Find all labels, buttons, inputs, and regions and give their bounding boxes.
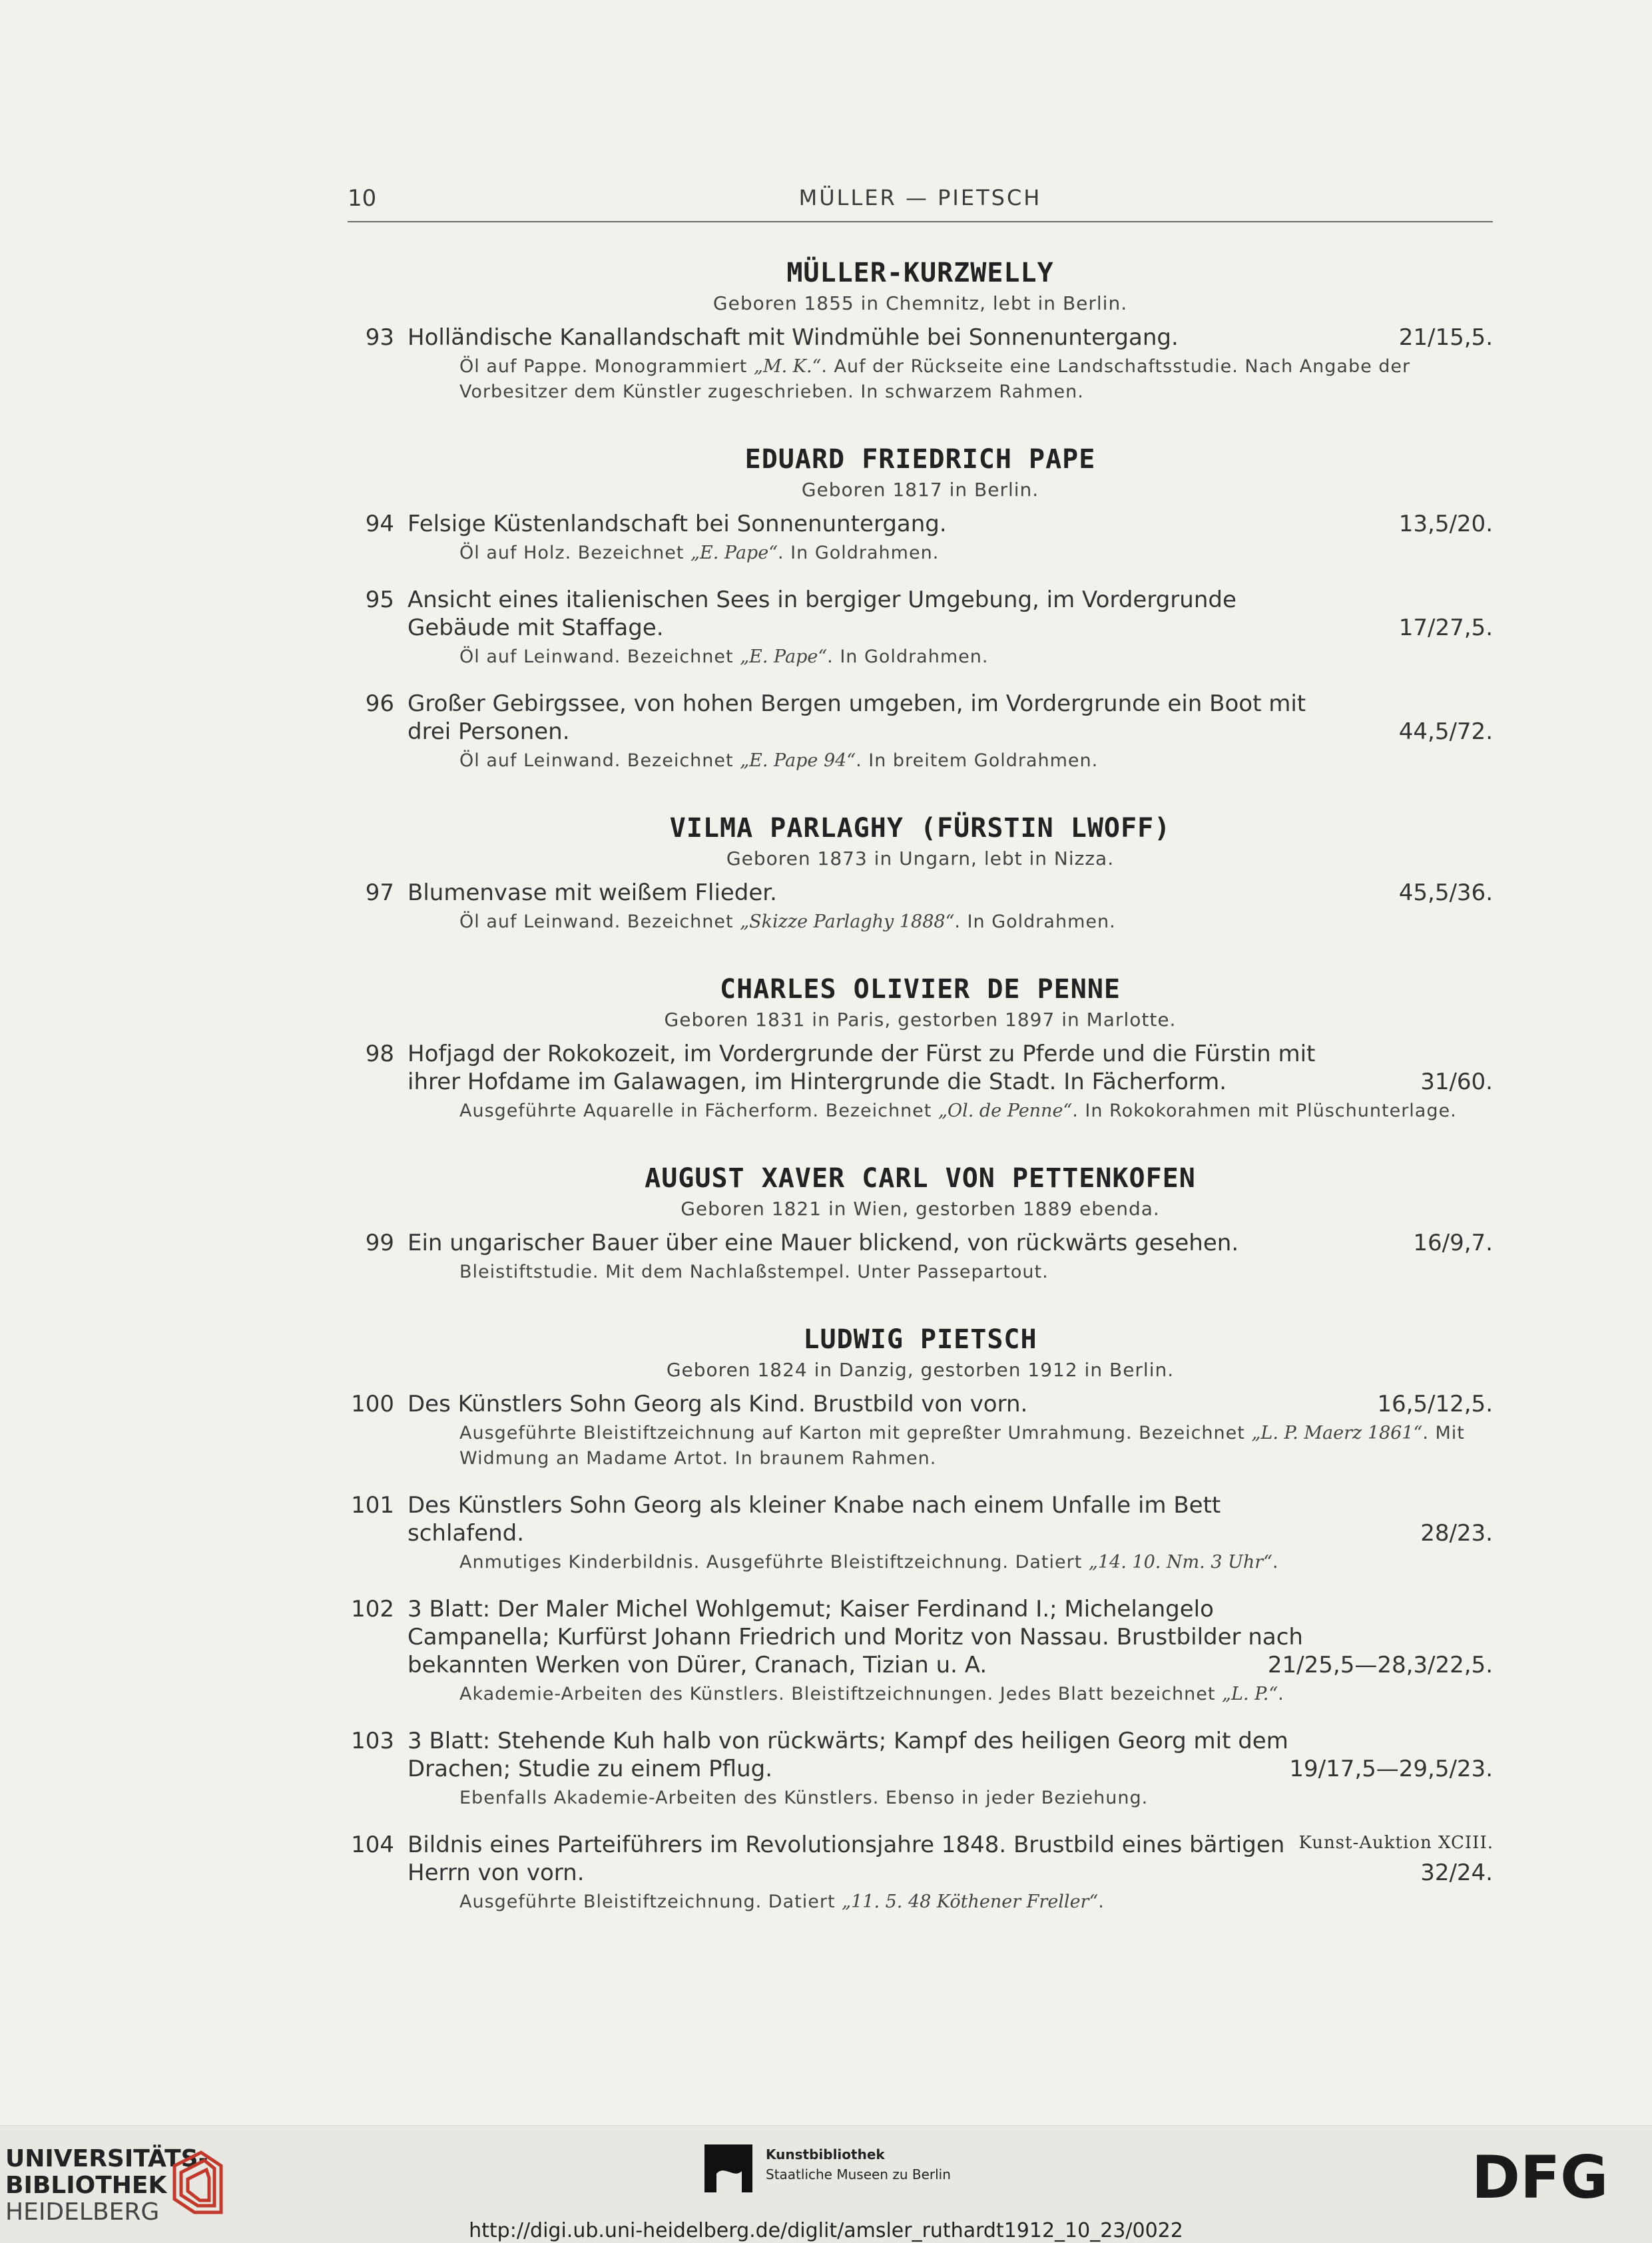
lot-title: 3 Blatt: Stehende Kuh halb von rückwärts; Kampf des heiligen Georg mit dem Drachen; Studie zu einem Pflug. [408, 1728, 1288, 1782]
lot-number: 93 [365, 324, 394, 351]
lot-dimensions: 17/27,5. [1390, 614, 1493, 642]
lot-dimensions: 45,5/36. [1390, 879, 1493, 907]
university-seal-icon [168, 2139, 228, 2219]
lot-title-line [348, 690, 1493, 746]
lot-dimensions: 21/25,5—28,3/22,5. [1258, 1651, 1493, 1679]
lot-note-text: Ausgeführte Bleistiftzeichnung auf Karton mit gepreßter Umrahmung. Bezeichnet [459, 1423, 1252, 1443]
lot-note-text: . In Goldrahmen. [827, 646, 989, 667]
lot-note [348, 541, 1493, 566]
page-number: 10 [348, 185, 377, 212]
lot-note-text: . In Goldrahmen. [954, 911, 1116, 932]
lot-title-line [348, 1040, 1493, 1096]
lot-note-text: . In breitem Goldrahmen. [856, 750, 1099, 771]
lot-inscription: „11. 5. 48 Köthener Freller“ [842, 1891, 1099, 1912]
artist-name: VILMA PARLAGHY (FÜRSTIN LWOFF) [669, 813, 1171, 844]
lot-note-text: . [1272, 1552, 1279, 1573]
artist-name: EDUARD FRIEDRICH PAPE [744, 444, 1096, 475]
lot-title: Bildnis eines Parteiführers im Revolutionsjahre 1848. Brustbild eines bärtigen Herrn von vorn. [408, 1832, 1285, 1886]
lot-number: 96 [365, 690, 394, 717]
catalog-footer: Kunst-Auktion XCIII. [1298, 1833, 1494, 1853]
lot-title: Des Künstlers Sohn Georg als kleiner Knabe nach einem Unfalle im Bett schlafend. [408, 1492, 1221, 1547]
lot-note-text: Ausgeführte Bleistiftzeichnung. Datiert [459, 1891, 842, 1912]
lot-dimensions: 31/60. [1411, 1068, 1493, 1096]
lot-note-text: Öl auf Leinwand. Bezeichnet [459, 646, 740, 667]
lot-note-text: . [1098, 1891, 1105, 1912]
lot-note [348, 909, 1493, 935]
lot-number: 103 [351, 1728, 394, 1754]
lot-title: Blumenvase mit weißem Flieder. [408, 879, 777, 906]
lot-number: 101 [351, 1492, 394, 1519]
lot-inscription: „M. K.“ [753, 356, 822, 377]
lot-inscription: „L. P. Maerz 1861“ [1251, 1423, 1423, 1443]
lot-inscription: „E. Pape“ [740, 646, 828, 667]
catalog-lot [348, 324, 1493, 405]
lot-note-text: Anmutiges Kinderbildnis. Ausgeführte Bleistiftzeichnung. Datiert [459, 1552, 1089, 1573]
lot-note-text: Ebenfalls Akademie-Arbeiten des Künstlers. Ebenso in jeder Beziehung. [459, 1788, 1149, 1808]
lot-note [348, 1682, 1493, 1707]
lot-title: 3 Blatt: Der Maler Michel Wohlgemut; Kaiser Ferdinand I.; Michelangelo Campanella; Kurfürst Johann Friedrich und Moritz von Nassau. Brustbilder nach bekannten Werken von Dürer, Cranach, Tizian u. A. [408, 1596, 1303, 1678]
lot-dimensions: 16,5/12,5. [1368, 1390, 1493, 1418]
lot-title: Felsige Küstenlandschaft bei Sonnenuntergang. [408, 511, 947, 537]
artist-heading [348, 256, 1493, 317]
lot-note-text: Öl auf Pappe. Monogrammiert [459, 356, 754, 377]
catalog-lot [348, 1595, 1493, 1707]
lot-note [348, 1260, 1493, 1285]
lot-note-text: Ausgeführte Aquarelle in Fächerform. Bezeichnet [459, 1101, 938, 1121]
kunstbibliothek-label[interactable]: Kunstbibliothek Staatliche Museen zu Berlin [766, 2146, 951, 2182]
lot-title-line [348, 510, 1493, 538]
lot-note-text: . Mit Widmung an Madame Artot. In braunem Rahmen. [459, 1423, 1465, 1469]
lot-number: 95 [365, 587, 394, 613]
lot-inscription: „E. Pape 94“ [740, 750, 856, 771]
catalog-lot [348, 586, 1493, 670]
dfg-logo-text: DFG [1472, 2150, 1609, 2203]
artist-bio: Geboren 1817 in Berlin. [801, 479, 1039, 501]
lot-note-text: Öl auf Leinwand. Bezeichnet [459, 911, 740, 932]
lot-inscription: „Ol. de Penne“ [938, 1101, 1073, 1121]
catalog-lot [348, 1390, 1493, 1471]
lot-number: 104 [351, 1832, 394, 1858]
lot-note [348, 1889, 1493, 1915]
lot-title: Des Künstlers Sohn Georg als Kind. Brustbild von vorn. [408, 1391, 1028, 1417]
catalog-lot [348, 510, 1493, 566]
lot-note [348, 644, 1493, 670]
lot-title-line [348, 1727, 1493, 1783]
lot-number: 99 [365, 1230, 394, 1256]
lot-note-text: . In Rokokorahmen mit Plüschunterlage. [1072, 1101, 1457, 1121]
catalog-lot [348, 1040, 1493, 1124]
catalog-lot [348, 1491, 1493, 1575]
lot-number: 100 [351, 1391, 394, 1417]
artist-bio: Geboren 1824 in Danzig, gestorben 1912 in Berlin. [666, 1359, 1175, 1381]
lot-inscription: „14. 10. Nm. 3 Uhr“ [1088, 1552, 1272, 1573]
lot-title-line [348, 1390, 1493, 1418]
page-url[interactable]: http://digi.ub.uni-heidelberg.de/diglit/amsler_ruthardt1912_10_23/0022 [469, 2219, 1183, 2242]
lot-title-line [348, 1229, 1493, 1257]
lot-dimensions: 19/17,5—29,5/23. [1280, 1755, 1493, 1783]
artist-bio: Geboren 1855 in Chemnitz, lebt in Berlin. [712, 292, 1128, 314]
artist-heading [348, 1322, 1493, 1383]
lot-number: 94 [365, 511, 394, 537]
running-title: MÜLLER — PIETSCH [798, 185, 1042, 210]
lot-title-line [348, 879, 1493, 907]
catalog-lot [348, 1229, 1493, 1285]
artist-bio: Geboren 1821 in Wien, gestorben 1889 ebenda. [681, 1198, 1160, 1220]
lot-title: Großer Gebirgssee, von hohen Bergen umgeben, im Vordergrunde ein Boot mit drei Personen. [408, 690, 1306, 745]
lot-title-line [348, 324, 1493, 352]
lot-dimensions: 32/24. [1411, 1859, 1493, 1887]
viewer-footer-bar [0, 2125, 1652, 2243]
artist-name: MÜLLER-KURZWELLY [786, 258, 1054, 288]
lot-number: 97 [365, 879, 394, 906]
lot-inscription: „E. Pape“ [690, 543, 778, 563]
catalog-lot [348, 1727, 1493, 1811]
lot-note-text: Öl auf Holz. Bezeichnet [459, 543, 691, 563]
catalog-content [348, 246, 1493, 1915]
artist-name: CHARLES OLIVIER DE PENNE [720, 974, 1121, 1005]
lot-dimensions: 44,5/72. [1390, 718, 1493, 746]
artist-bio: Geboren 1873 in Ungarn, lebt in Nizza. [726, 848, 1115, 870]
lot-note-text: . [1278, 1684, 1284, 1704]
lot-note-text: Akademie-Arbeiten des Künstlers. Bleistiftzeichnungen. Jedes Blatt bezeichnet [459, 1684, 1222, 1704]
artist-heading [348, 972, 1493, 1033]
lot-note [348, 1786, 1493, 1811]
lot-note-text: . In Goldrahmen. [778, 543, 940, 563]
lot-note-text: . Auf der Rückseite eine Landschaftsstudie. Nach Angabe der Vorbesitzer dem Künstler zugeschrieben. In schwarzem Rahmen. [459, 356, 1411, 402]
artist-heading [348, 442, 1493, 503]
artist-name: AUGUST XAVER CARL VON PETTENKOFEN [645, 1163, 1196, 1194]
university-library-logo[interactable]: UNIVERSITÄTS- BIBLIOTHEK HEIDELBERG [5, 2145, 208, 2226]
kunstbibliothek-logo-icon [704, 2144, 752, 2192]
lot-number: 102 [351, 1596, 394, 1622]
lot-title: Hofjagd der Rokokozeit, im Vordergrunde der Fürst zu Pferde und die Fürstin mit ihrer Hofdame im Galawagen, im Hintergrunde die Stadt. In Fächerform. [408, 1041, 1316, 1095]
lot-note [348, 354, 1493, 405]
lot-dimensions: 21/15,5. [1390, 324, 1493, 352]
lot-title: Ansicht eines italienischen Sees in bergiger Umgebung, im Vordergrunde Gebäude mit Staffage. [408, 587, 1237, 641]
lot-title: Holländische Kanallandschaft mit Windmühle bei Sonnenuntergang. [408, 324, 1179, 351]
artist-bio: Geboren 1831 in Paris, gestorben 1897 in Marlotte. [664, 1009, 1177, 1031]
dfg-logo[interactable] [1472, 2150, 1631, 2203]
lot-title: Ein ungarischer Bauer über eine Mauer blickend, von rückwärts gesehen. [408, 1230, 1239, 1256]
lot-title-line [348, 1595, 1493, 1679]
catalog-lot [348, 690, 1493, 774]
lot-note [348, 1550, 1493, 1575]
lot-note [348, 1099, 1493, 1124]
lot-dimensions: 16/9,7. [1404, 1229, 1493, 1257]
artist-heading [348, 1161, 1493, 1222]
running-head [348, 181, 1493, 222]
lot-inscription: „Skizze Parlaghy 1888“ [740, 911, 955, 932]
lot-note [348, 748, 1493, 774]
lot-dimensions: 28/23. [1411, 1519, 1493, 1547]
lot-note-text: Bleistiftstudie. Mit dem Nachlaßstempel. Unter Passepartout. [459, 1262, 1049, 1282]
lot-title-line [348, 586, 1493, 642]
lot-inscription: „L. P.“ [1222, 1684, 1278, 1704]
lot-dimensions: 13,5/20. [1390, 510, 1493, 538]
lot-note-text: Öl auf Leinwand. Bezeichnet [459, 750, 740, 771]
lot-number: 98 [365, 1041, 394, 1067]
artist-name: LUDWIG PIETSCH [803, 1324, 1037, 1355]
lot-title-line [348, 1491, 1493, 1547]
lot-note [348, 1421, 1493, 1471]
artist-heading [348, 811, 1493, 872]
catalog-lot [348, 879, 1493, 935]
